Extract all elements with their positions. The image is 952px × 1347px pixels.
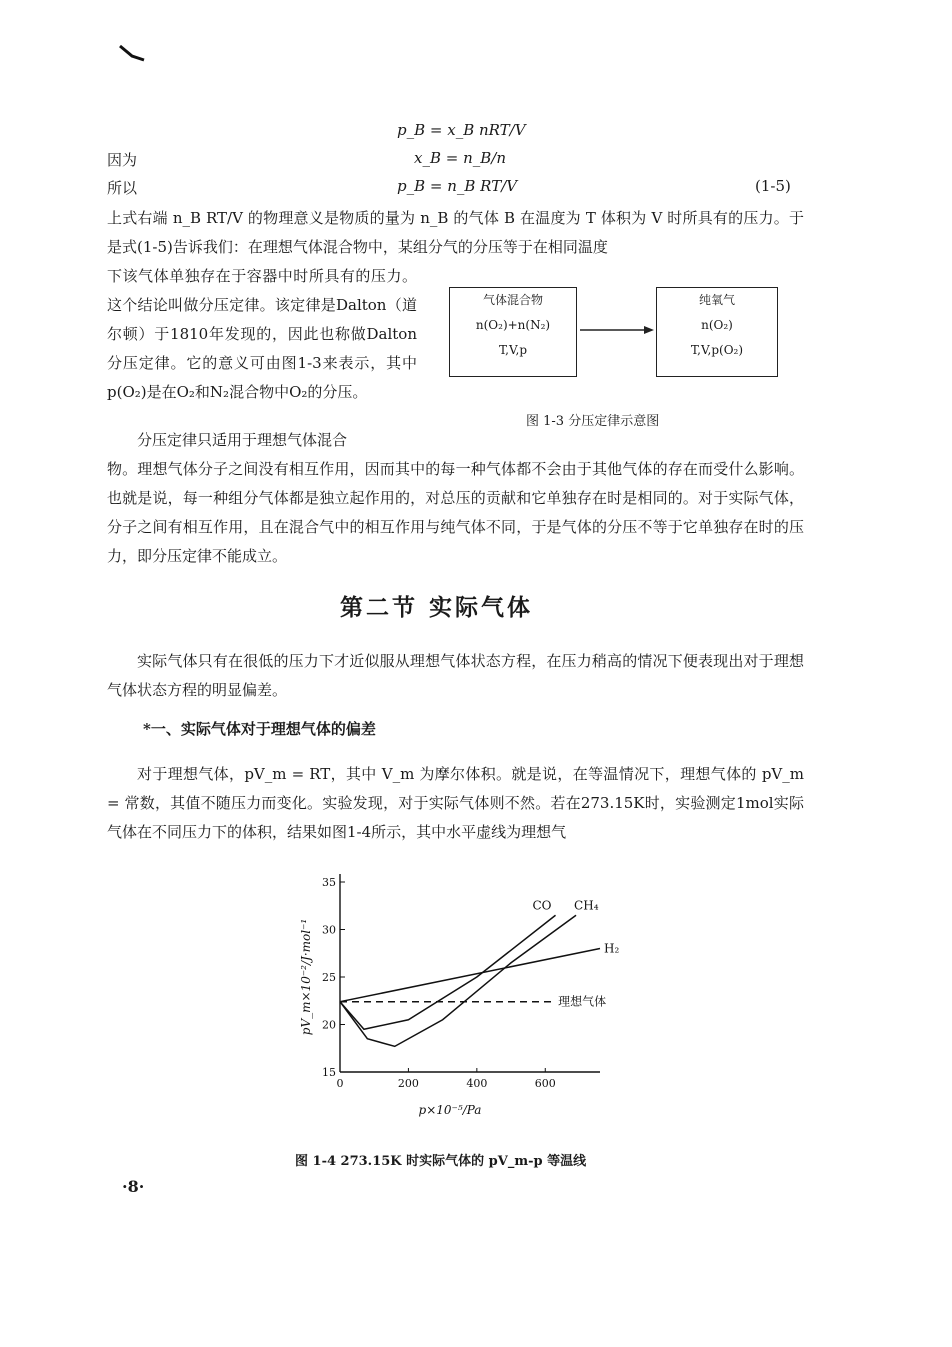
paragraph-3: 实际气体只有在很低的压力下才近似服从理想气体状态方程，在压力稍高的情况下便表现出对于理想气体状态方程的明显偏差。	[107, 652, 804, 699]
y-tick-label: 20	[322, 1018, 336, 1032]
y-tick-label: 25	[322, 971, 336, 984]
equation-2-label: 因为	[107, 151, 138, 169]
page-number: ·8·	[122, 1177, 145, 1196]
y-tick-label: 35	[322, 876, 336, 889]
mixture-box-amount: n(O₂)+n(N₂)	[475, 318, 551, 332]
paragraph-2: 物。理想气体分子之间没有相互作用，因而其中的每一种气体都不会由于其他气体的存在而受什么影响。也就是说，每一种组分气体都是独立起作用的，对总压的贡献和它单独存在时是相同的。对于实际气体，分子之间有相互作用，且在混合气中的相互作用与纯气体不同，于是气体的分压不等于它单独存在时的压力，即分压定律不能成立。	[107, 460, 804, 565]
scan-mark	[118, 42, 148, 64]
pure-oxygen-box-title: 纯氧气	[698, 293, 735, 307]
equation-3-label: 所以	[107, 179, 138, 197]
paragraph-1-wrap: 下该气体单独存在于容器中时所具有的压力。这个结论叫做分压定律。该定律是Dalton（道尔顿）于1810年发现的，因此也称做Dalton分压定律。它的意义可由图1-3来表示，其中 p(O₂)是在O₂和N₂混合物中O₂的分压。	[107, 267, 417, 401]
x-tick-label: 0	[336, 1077, 344, 1090]
series-label-3: H₂	[604, 941, 620, 956]
x-tick-label: 200	[397, 1077, 419, 1090]
y-tick-label: 15	[322, 1066, 336, 1079]
series-line-1	[340, 915, 556, 1029]
pure-oxygen-box-amount: n(O₂)	[701, 318, 733, 332]
isotherm-chart	[280, 870, 660, 1130]
equation-3: p_B = n_B RT/V	[397, 177, 518, 195]
mixture-box	[449, 287, 577, 377]
equation-2: x_B = n_B/n	[414, 149, 506, 167]
paragraph-2-start: 分压定律只适用于理想气体混合	[137, 431, 348, 449]
equation-1: p_B = x_B nRT/V	[397, 121, 526, 139]
x-tick-label: 400	[466, 1077, 488, 1090]
series-label-1: CO	[532, 898, 552, 913]
pure-oxygen-box-state: T,V,p(O₂)	[690, 343, 744, 357]
pure-oxygen-box	[656, 287, 778, 377]
paragraph-1: 上式右端 n_B RT/V 的物理意义是物质的量为 n_B 的气体 B 在温度为 T 体积为 V 时所具有的压力。于是式(1-5)告诉我们：在理想气体混合物中，某组分气的分压等于在相同温度	[107, 209, 804, 256]
subsection-heading: *一、实际气体对于理想气体的偏差	[143, 720, 376, 738]
section-heading: 第二节 实际气体	[340, 594, 534, 621]
mixture-box-state: T,V,p	[498, 343, 528, 357]
figure-1-3-caption: 图 1-3 分压定律示意图	[526, 414, 660, 429]
y-tick-label: 30	[322, 923, 336, 937]
equation-3-number: (1-5)	[755, 177, 791, 195]
figure-1-4-caption: 图 1-4 273.15K 时实际气体的 pV_m-p 等温线	[295, 1154, 587, 1169]
series-label-4: 理想气体	[558, 994, 607, 1009]
series-label-2: CH₄	[574, 898, 599, 913]
x-tick-label: 600	[534, 1077, 556, 1090]
paragraph-4: 对于理想气体，pV_m = RT，其中 V_m 为摩尔体积。就是说，在等温情况下，理想气体的 pV_m = 常数，其值不随压力而变化。实验发现，对于实际气体则不然。若在273.15K时，实验测定1mol实际气体在不同压力下的体积，结果如图1-4所示，其中水平虚线为理想气	[107, 765, 804, 841]
mixture-box-title: 气体混合物	[482, 293, 543, 307]
y-axis-label: pV_m×10⁻²/J·mol⁻¹	[299, 918, 313, 1036]
x-axis-label: p×10⁻⁵/Pa	[418, 1103, 482, 1117]
arrow-icon	[578, 322, 656, 338]
